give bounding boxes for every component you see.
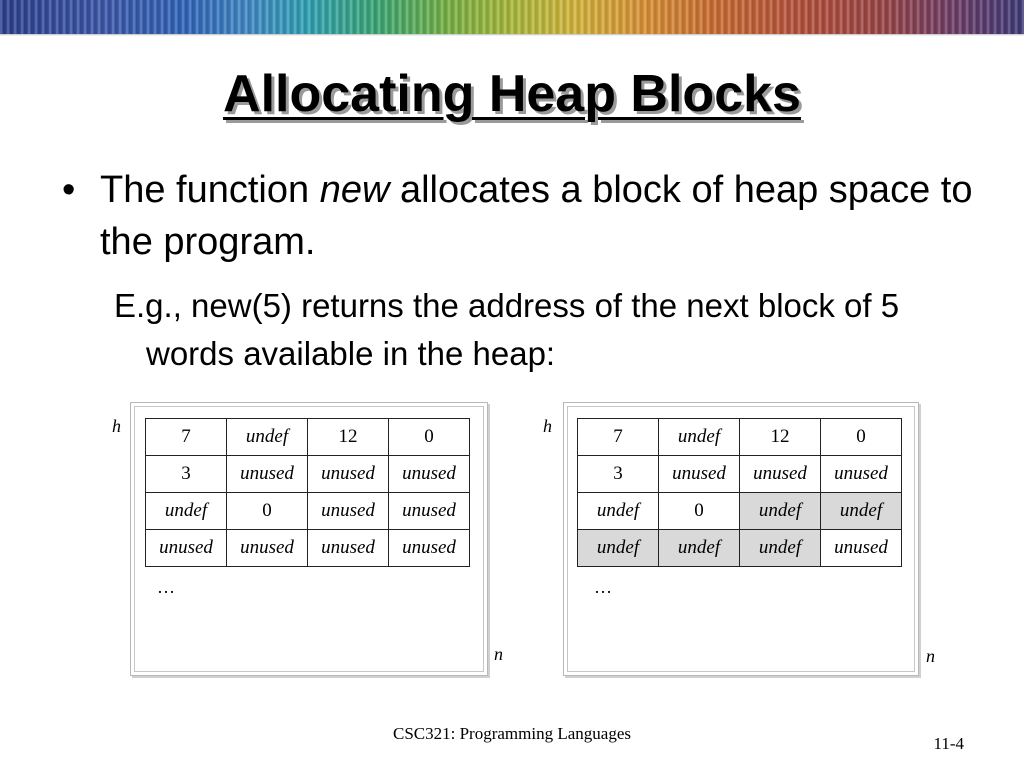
bullet-text (100, 164, 980, 268)
heap-table-before (145, 418, 470, 567)
slide-number: 11-4 (933, 734, 964, 753)
heap-cell: unused (308, 493, 389, 530)
bullet-marker: • (62, 169, 76, 211)
heap-row (146, 456, 470, 493)
heap-cell: 0 (659, 493, 740, 530)
slide-title: Allocating Heap Blocks (223, 65, 801, 123)
sub-bullet (114, 282, 934, 378)
bullet-text-start: The function (100, 169, 320, 211)
sub-bullet-text: E.g., new(5) returns the address of the next block of 5 words available in the heap: (114, 287, 900, 372)
heap-cell: undef (659, 530, 740, 567)
heap-cell: undef (821, 493, 902, 530)
heap-start-label: h (543, 416, 552, 436)
banner-shadow (0, 34, 1024, 36)
heap-cell: 0 (821, 419, 902, 456)
heap-cell: unused (389, 530, 470, 567)
heap-cell: undef (659, 419, 740, 456)
heap-ellipsis: … (157, 577, 176, 597)
heap-cell: unused (227, 530, 308, 567)
heap-cell: unused (227, 456, 308, 493)
bullet-text-end: allocates a block of heap space to the program. (100, 169, 973, 263)
heap-end-label: n (494, 644, 503, 664)
heap-row (146, 419, 470, 456)
heap-cell: unused (659, 456, 740, 493)
heap-row (578, 419, 902, 456)
heap-cell: undef (740, 530, 821, 567)
heap-row (578, 493, 902, 530)
heap-cell: 7 (146, 419, 227, 456)
heap-cell: undef (578, 530, 659, 567)
heap-row (578, 456, 902, 493)
heap-cell: unused (389, 493, 470, 530)
heap-cell: undef (146, 493, 227, 530)
bullet-emphasis: new (319, 169, 390, 211)
heap-diagram-after (563, 402, 919, 676)
heap-table-after (577, 418, 902, 567)
heap-diagram-before (130, 402, 488, 676)
heap-cell: undef (740, 493, 821, 530)
footer-course: CSC321: Programming Languages (393, 724, 631, 743)
heap-cell: unused (146, 530, 227, 567)
heap-cell: 3 (578, 456, 659, 493)
heap-cell: 0 (227, 493, 308, 530)
heap-row (146, 530, 470, 567)
heap-cell: 3 (146, 456, 227, 493)
heap-ellipsis: … (594, 577, 613, 597)
heap-cell: 7 (578, 419, 659, 456)
heap-cell: unused (308, 530, 389, 567)
heap-start-label: h (112, 416, 121, 436)
heap-cell: unused (821, 456, 902, 493)
heap-cell: 12 (308, 419, 389, 456)
heap-cell: 12 (740, 419, 821, 456)
heap-cell: unused (389, 456, 470, 493)
heap-cell: undef (227, 419, 308, 456)
heap-end-label: n (926, 646, 935, 666)
heap-cell: 0 (389, 419, 470, 456)
decorative-top-banner (0, 0, 1024, 34)
heap-row (146, 493, 470, 530)
heap-cell: undef (578, 493, 659, 530)
heap-cell: unused (740, 456, 821, 493)
heap-row (578, 530, 902, 567)
heap-cell: unused (308, 456, 389, 493)
heap-cell: unused (821, 530, 902, 567)
